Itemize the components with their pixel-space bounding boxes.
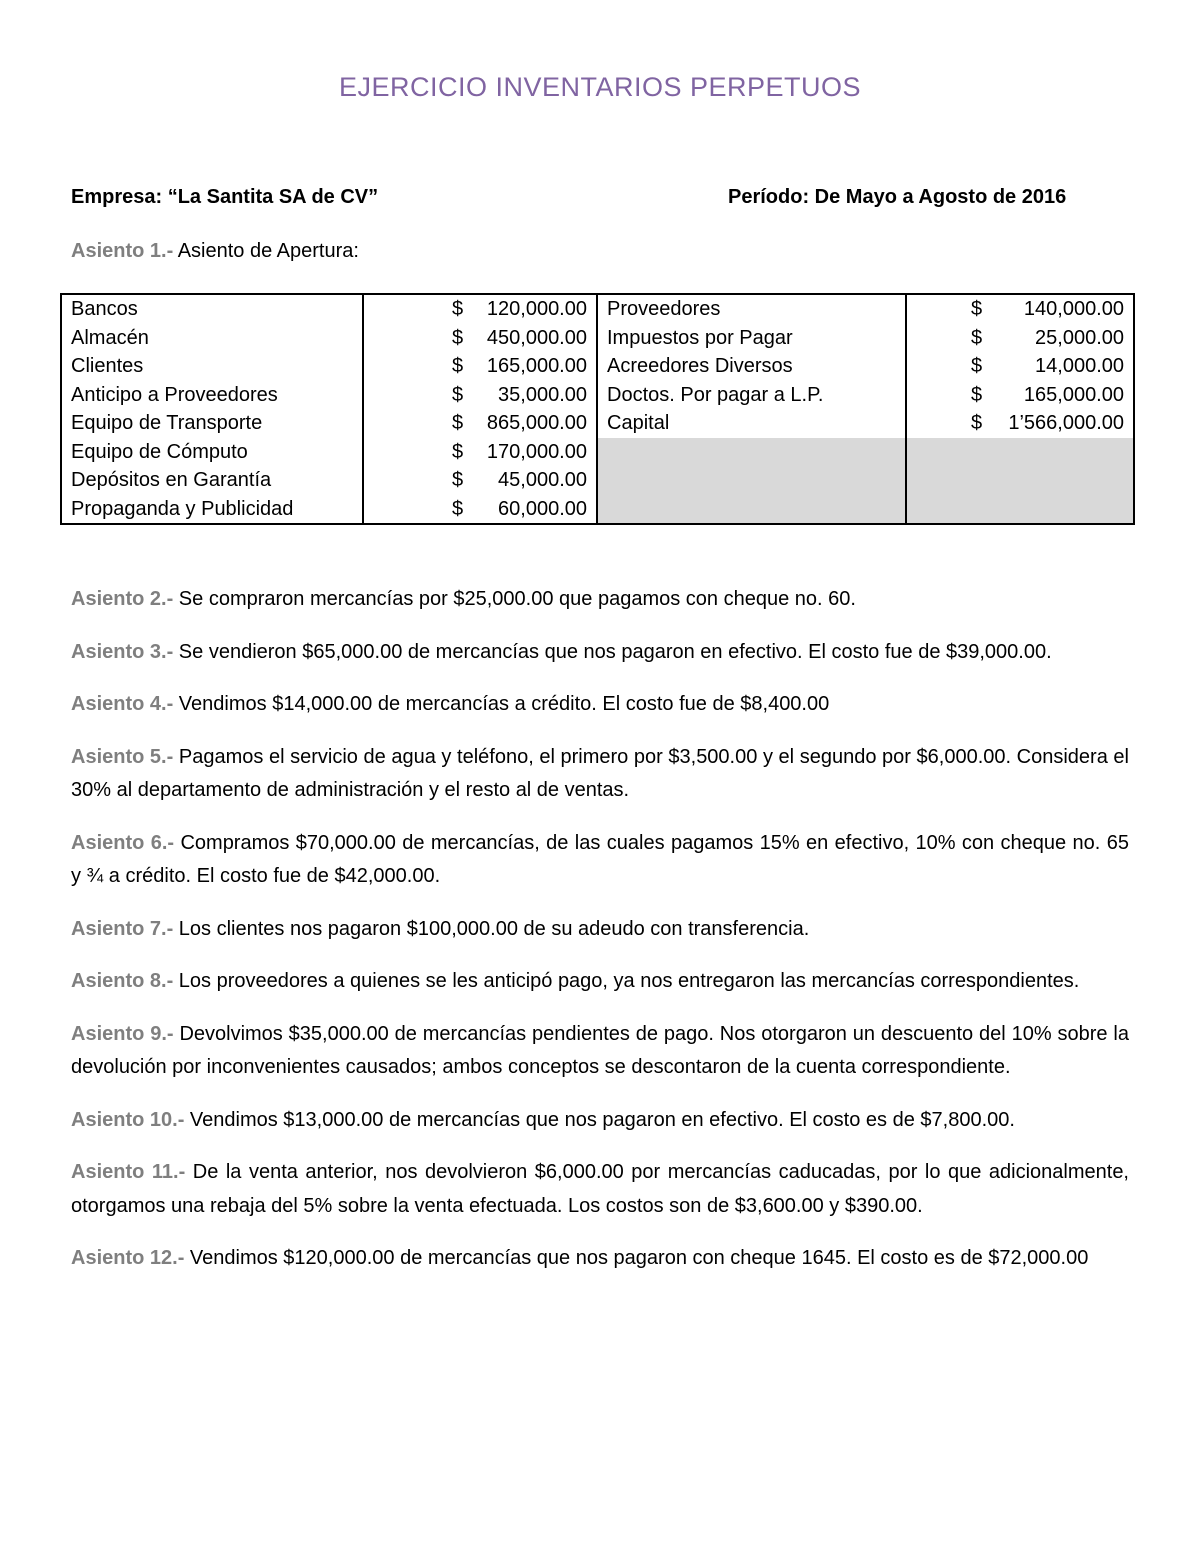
amount-value: 1’566,000.00	[1008, 412, 1124, 435]
right-amount-cell	[906, 409, 1134, 438]
entry-label: Asiento 9.-	[71, 1022, 174, 1045]
left-amount-cell	[363, 438, 597, 467]
amount-value: 165,000.00	[486, 355, 587, 378]
entry-paragraph	[71, 741, 1129, 808]
right-account-cell: Capital	[597, 409, 906, 438]
entry-text: Vendimos $120,000.00 de mercancías que nos pagaron con cheque 1645. El costo es de $72,000.00	[184, 1247, 1089, 1269]
entry-paragraph	[71, 965, 1129, 999]
left-account-cell: Almacén	[61, 324, 363, 353]
right-amount-cell	[906, 352, 1134, 381]
right-account-cell	[597, 438, 906, 467]
amount-value: 165,000.00	[1023, 383, 1124, 406]
entry-text: Vendimos $13,000.00 de mercancías que nos pagaron en efectivo. El costo es de $7,800.00.	[184, 1108, 1015, 1131]
entry-text: Devolvimos $35,000.00 de mercancías pendientes de pago. Nos otorgaron un descuento del 10% sobre la devolución por inconvenientes causados; ambos conceptos se descontaron de la cuenta correspondiente.	[71, 1022, 1129, 1078]
entry-label: Asiento 11.-	[71, 1161, 186, 1183]
entry-paragraph	[71, 636, 1129, 670]
entry-label: Asiento 3.-	[71, 640, 174, 663]
left-amount-cell	[363, 466, 597, 495]
opening-balance-table	[60, 293, 1135, 525]
amount-value: 14,000.00	[1035, 355, 1124, 378]
amount-value: 170,000.00	[486, 440, 587, 463]
amount-value: 865,000.00	[486, 412, 587, 435]
left-account-cell: Equipo de Cómputo	[61, 438, 363, 467]
entry-paragraph	[71, 688, 1129, 722]
currency-symbol: $	[971, 298, 983, 321]
table-row	[61, 438, 1134, 467]
left-account-cell: Anticipo a Proveedores	[61, 381, 363, 410]
entry-text: Se vendieron $65,000.00 de mercancías que nos pagaron en efectivo. El costo fue de $39,000.00.	[173, 640, 1052, 663]
entries-list	[71, 583, 1129, 1295]
currency-symbol: $	[971, 326, 983, 349]
right-account-cell	[597, 495, 906, 525]
company-name: Empresa: “La Santita SA de CV”	[71, 186, 379, 208]
currency-symbol: $	[452, 469, 464, 492]
entry-paragraph	[71, 1156, 1129, 1223]
left-amount-cell	[363, 352, 597, 381]
currency-symbol: $	[452, 412, 464, 435]
entry-paragraph	[71, 1104, 1129, 1138]
amount-value: 140,000.00	[1023, 298, 1124, 321]
currency-symbol: $	[452, 440, 464, 463]
entry-paragraph	[71, 583, 1129, 617]
right-account-cell: Proveedores	[597, 294, 906, 324]
entry-text: Asiento de Apertura:	[173, 240, 359, 262]
currency-symbol: $	[452, 497, 464, 520]
left-amount-cell	[363, 381, 597, 410]
currency-symbol: $	[971, 383, 983, 406]
currency-symbol: $	[971, 355, 983, 378]
left-account-cell: Equipo de Transporte	[61, 409, 363, 438]
entry-label: Asiento 5.-	[71, 745, 174, 768]
page-title: EJERCICIO INVENTARIOS PERPETUOS	[338, 72, 862, 102]
currency-symbol: $	[971, 412, 983, 435]
entry-paragraph	[71, 1242, 1129, 1276]
right-amount-cell	[906, 324, 1134, 353]
table-row	[61, 294, 1134, 324]
left-amount-cell	[363, 324, 597, 353]
entry-label: Asiento 10.-	[71, 1108, 185, 1131]
entry-label: Asiento 6.-	[71, 831, 175, 854]
amount-value: 45,000.00	[498, 469, 587, 492]
table-row	[61, 495, 1134, 525]
entry-paragraph	[71, 1018, 1129, 1085]
left-account-cell: Bancos	[61, 294, 363, 324]
left-amount-cell	[363, 495, 597, 525]
left-account-cell: Propaganda y Publicidad	[61, 495, 363, 525]
right-account-cell: Acreedores Diversos	[597, 352, 906, 381]
amount-value: 450,000.00	[486, 326, 587, 349]
left-account-cell: Clientes	[61, 352, 363, 381]
entry-text: Se compraron mercancías por $25,000.00 que pagamos con cheque no. 60.	[173, 588, 856, 610]
amount-value: 25,000.00	[1035, 326, 1124, 349]
entry-paragraph	[71, 913, 1129, 947]
entry-text: De la venta anterior, nos devolvieron $6,000.00 por mercancías caducadas, por lo que adicionalmente, otorgamos una rebaja del 5% sobre la venta efectuada. Los costos son de $3,600.00 y $390.00.	[71, 1161, 1129, 1217]
entry-text: Los clientes nos pagaron $100,000.00 de su adeudo con transferencia.	[173, 917, 810, 940]
period: Período: De Mayo a Agosto de 2016	[728, 186, 1067, 208]
right-amount-cell	[906, 294, 1134, 324]
table-row	[61, 324, 1134, 353]
table-row	[61, 381, 1134, 410]
currency-symbol: $	[452, 326, 464, 349]
table-row	[61, 352, 1134, 381]
left-amount-cell	[363, 294, 597, 324]
currency-symbol: $	[452, 298, 464, 321]
amount-value: 35,000.00	[498, 383, 587, 406]
amount-value: 60,000.00	[498, 497, 587, 520]
entry-label: Asiento 1.-	[71, 240, 174, 262]
right-account-cell: Impuestos por Pagar	[597, 324, 906, 353]
entry-text: Compramos $70,000.00 de mercancías, de las cuales pagamos 15% en efectivo, 10% con cheque no. 65 y ¾ a crédito. El costo fue de $42,000.00.	[71, 831, 1129, 887]
table-row	[61, 466, 1134, 495]
entry-label: Asiento 12.-	[71, 1247, 185, 1269]
entry-paragraph	[71, 827, 1129, 894]
left-account-cell: Depósitos en Garantía	[61, 466, 363, 495]
right-amount-cell	[906, 466, 1134, 495]
right-amount-cell	[906, 495, 1134, 525]
entry-text: Pagamos el servicio de agua y teléfono, el primero por $3,500.00 y el segundo por $6,000.00. Considera el 30% al departamento de administración y el resto al de ventas.	[71, 745, 1129, 801]
currency-symbol: $	[452, 383, 464, 406]
right-amount-cell	[906, 438, 1134, 467]
entry-label: Asiento 2.-	[71, 588, 174, 610]
table-row	[61, 409, 1134, 438]
entry-1	[71, 240, 359, 263]
entry-text: Vendimos $14,000.00 de mercancías a crédito. El costo fue de $8,400.00	[173, 693, 830, 715]
entry-text: Los proveedores a quienes se les anticipó pago, ya nos entregaron las mercancías correspondientes.	[173, 970, 1080, 992]
entry-label: Asiento 7.-	[71, 917, 174, 940]
right-account-cell	[597, 466, 906, 495]
right-amount-cell	[906, 381, 1134, 410]
entry-label: Asiento 4.-	[71, 693, 174, 715]
amount-value: 120,000.00	[486, 298, 587, 321]
entry-label: Asiento 8.-	[71, 970, 174, 992]
left-amount-cell	[363, 409, 597, 438]
right-account-cell: Doctos. Por pagar a L.P.	[597, 381, 906, 410]
currency-symbol: $	[452, 355, 464, 378]
